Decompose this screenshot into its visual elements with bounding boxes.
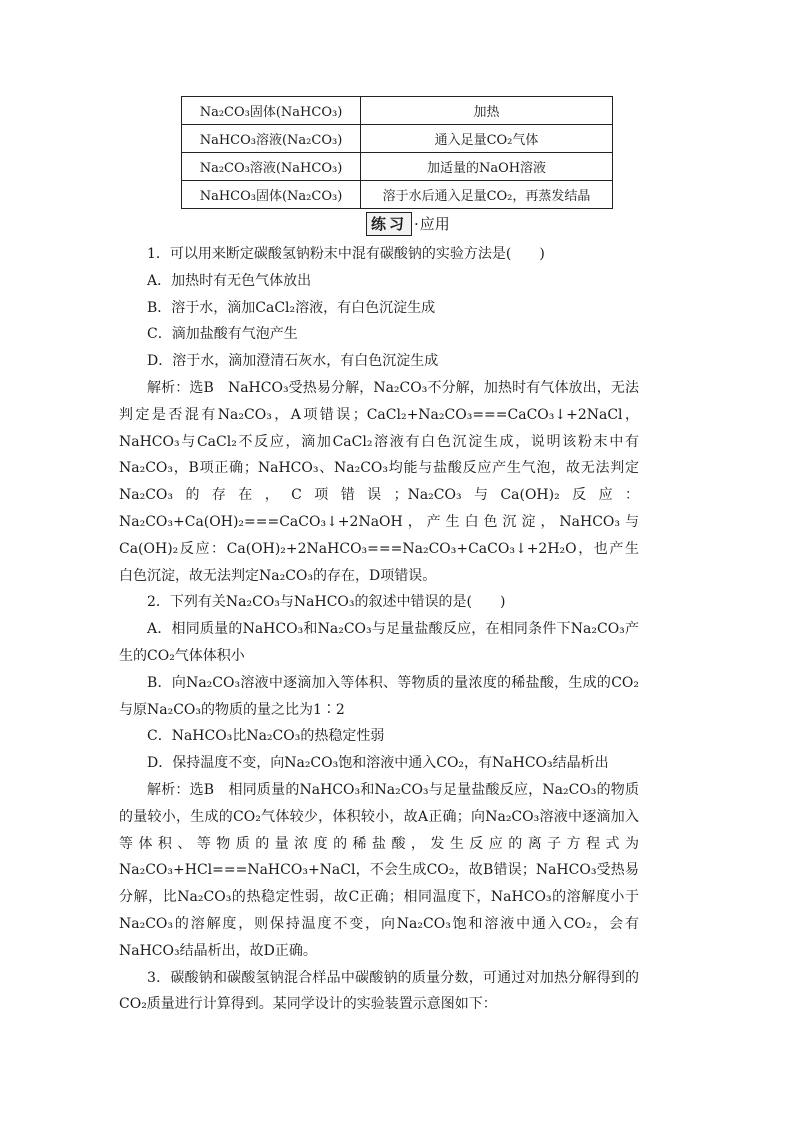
- question-2-stem: 2．下列有关Na₂CO₃与NaHCO₃的叙述中错误的是( ): [147, 594, 506, 611]
- question-2-option-a: A．相同质量的NaHCO₃和Na₂CO₃与足量盐酸反应，在相同条件下Na₂CO₃产生的CO₂气体体积小: [119, 621, 639, 664]
- question-2-option-d: D．保持温度不变，向Na₂CO₃饱和溶液中通入CO₂，有NaHCO₃结晶析出: [147, 755, 609, 772]
- table-cell: 加热: [361, 97, 613, 125]
- question-1-option-b: B．溶于水，滴加CaCl₂溶液，有白色沉淀生成: [147, 299, 436, 316]
- separation-table: [181, 96, 613, 209]
- question-3-stem: 3．碳酸钠和碳酸氢钠混合样品中碳酸钠的质量分数，可通过对加热分解得到的CO₂质量进行计算得到。某同学设计的实验装置示意图如下：: [119, 969, 639, 1013]
- question-1-option-d: D．溶于水，滴加澄清石灰水，有白色沉淀生成: [147, 353, 439, 370]
- table-row: [182, 125, 613, 153]
- table-cell: 通入足量CO₂气体: [361, 125, 613, 153]
- table-cell: Na₂CO₃溶液(NaHCO₃): [182, 153, 361, 181]
- table-cell: 加适量的NaOH溶液: [361, 153, 613, 181]
- question-content: [119, 241, 639, 1018]
- question-1-option-a: A．加热时有无色气体放出: [147, 272, 312, 289]
- table-cell: 溶于水后通入足量CO₂，再蒸发结晶: [361, 181, 613, 209]
- question-1-option-c: C．滴加盐酸有气泡产生: [147, 326, 298, 343]
- section-heading: [366, 212, 450, 234]
- question-2-analysis: 解析：选B 相同质量的NaHCO₃和Na₂CO₃与足量盐酸反应，Na₂CO₃的物质的量较小，生成的CO₂气体较少，体积较小，故A正确；向Na₂CO₃溶液中逐滴加入等体积、等物质的量浓度的稀盐酸，发生反应的离子方程式为Na₂CO₃+HCl===NaHCO₃+NaCl，不会生成CO₂，故B错误；NaHCO₃受热易分解，比Na₂CO₃的热稳定性弱，故C正确；相同温度下，NaHCO₃的溶解度小于Na₂CO₃的溶解度，则保持温度不变，向Na₂CO₃饱和溶液中通入CO₂，会有NaHCO₃结晶析出，故D正确。: [119, 781, 639, 959]
- table-cell: NaHCO₃固体(Na₂CO₃): [182, 181, 361, 209]
- question-2-option-b: B．向Na₂CO₃溶液中逐滴加入等体积、等物质的量浓度的稀盐酸，生成的CO₂与原Na₂CO₃的物质的量之比为1∶2: [119, 674, 639, 718]
- application-label: 应用: [419, 215, 450, 233]
- question-1-analysis: 解析：选B NaHCO₃受热易分解，Na₂CO₃不分解，加热时有气体放出，无法判定是否混有Na₂CO₃，A项错误；CaCl₂+Na₂CO₃===CaCO₃↓+2NaCl，NaHCO₃与CaCl₂不反应，滴加CaCl₂溶液有白色沉淀生成，说明该粉末中有Na₂CO₃，B项正确；NaHCO₃、Na₂CO₃均能与盐酸反应产生气泡，故无法判定Na₂CO₃的存在，C项错误；Na₂CO₃与Ca(OH)₂反应：Na₂CO₃+Ca(OH)₂===CaCO₃↓+2NaOH，产生白色沉淀，NaHCO₃与Ca(OH)₂反应：Ca(OH)₂+2NaHCO₃===Na₂CO₃+CaCO₃↓+2H₂O，也产生白色沉淀，故无法判定Na₂CO₃的存在，D项错误。: [119, 379, 639, 584]
- question-2-option-c: C．NaHCO₃比Na₂CO₃的热稳定性弱: [147, 728, 385, 745]
- question-1-stem: 1．可以用来断定碳酸氢钠粉末中混有碳酸钠的实验方法是( ): [147, 246, 545, 262]
- table-row: [182, 181, 613, 209]
- table-cell: Na₂CO₃固体(NaHCO₃): [182, 97, 361, 125]
- table-cell: NaHCO₃溶液(Na₂CO₃): [182, 125, 361, 153]
- table-row: [182, 97, 613, 125]
- table-row: [182, 153, 613, 181]
- separator-dot: ·: [414, 215, 419, 233]
- practice-label-box: 练习: [366, 212, 412, 236]
